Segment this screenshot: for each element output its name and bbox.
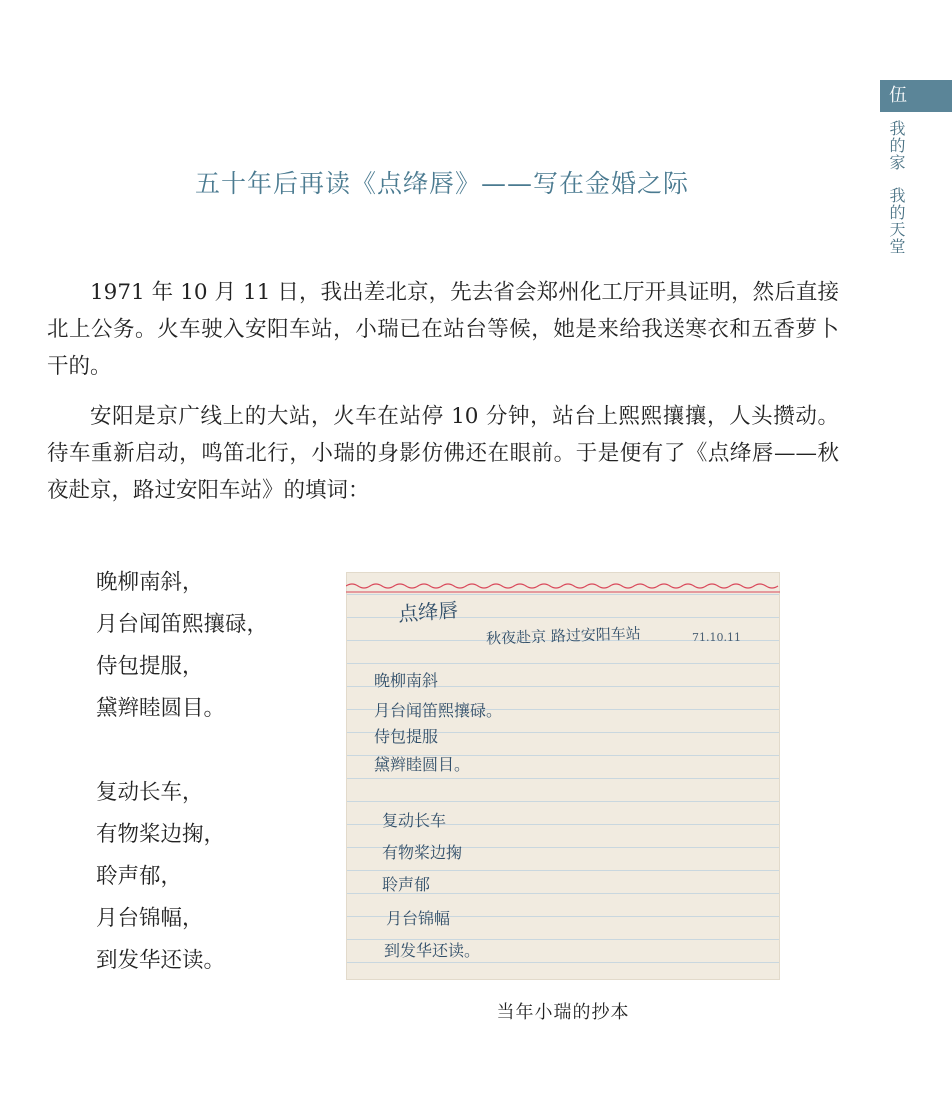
poem-line: 黛辫睦圆目。 [96, 696, 226, 721]
manuscript-date: 71.10.11 [692, 631, 741, 644]
manuscript-line: 黛辫睦圆目。 [374, 755, 471, 774]
manuscript-subheading: 秋夜赴京 路过安阳车站 [485, 624, 642, 648]
poem-line: 聆声郁， [96, 864, 183, 889]
poem-stanza-1 [96, 562, 268, 730]
poem-stanza-2 [96, 772, 225, 982]
manuscript-heading: 点绛唇 [397, 597, 459, 627]
manuscript-line: 月台闻笛熙攘碌。 [374, 701, 503, 720]
manuscript-line: 月台锦幅 [386, 909, 451, 928]
section-title-part1: 我的家 [887, 120, 906, 171]
manuscript-line: 有物桨边掬 [382, 843, 463, 862]
image-caption: 当年小瑞的抄本 [496, 1002, 630, 1023]
body-paragraph-2: 安阳是京广线上的大站，火车在站停 10 分钟，站台上熙熙攘攘，人头攒动。待车重新启动，鸣笛北行，小瑞的身影仿佛还在眼前。于是便有了《点绛唇——秋夜赴京，路过安阳车站》的填词： [47, 404, 839, 503]
poem-line: 月台锦幅， [96, 906, 204, 931]
manuscript-line: 到发华还读。 [384, 941, 481, 960]
manuscript-line: 聆声郁 [382, 875, 431, 894]
poem-line: 到发华还读。 [96, 948, 226, 973]
handwritten-manuscript-image [346, 572, 780, 980]
poem-line: 复动长车， [96, 780, 204, 805]
poem-line: 有物桨边掬， [96, 822, 226, 847]
body-paragraph-1: 1971 年 10 月 11 日，我出差北京，先去省会郑州化工厅开具证明，然后直接北上公务。火车驶入安阳车站，小瑞已在站台等候，她是来给我送寒衣和五香萝卜干的。 [47, 280, 839, 379]
manuscript-line: 复动长车 [382, 811, 447, 830]
manuscript-line: 晚柳南斜 [374, 671, 439, 690]
section-title-part2: 我的天堂 [887, 187, 906, 255]
poem-line: 月台闻笛熙攘碌， [96, 612, 269, 637]
poem-line: 侍包提服， [96, 654, 204, 679]
chapter-tab: 伍 [880, 80, 952, 112]
section-title-vertical [884, 120, 908, 255]
poem-line: 晚柳南斜， [96, 570, 204, 595]
article-title: 五十年后再读《点绛唇》——写在金婚之际 [194, 169, 689, 198]
manuscript-line: 侍包提服 [374, 727, 439, 746]
